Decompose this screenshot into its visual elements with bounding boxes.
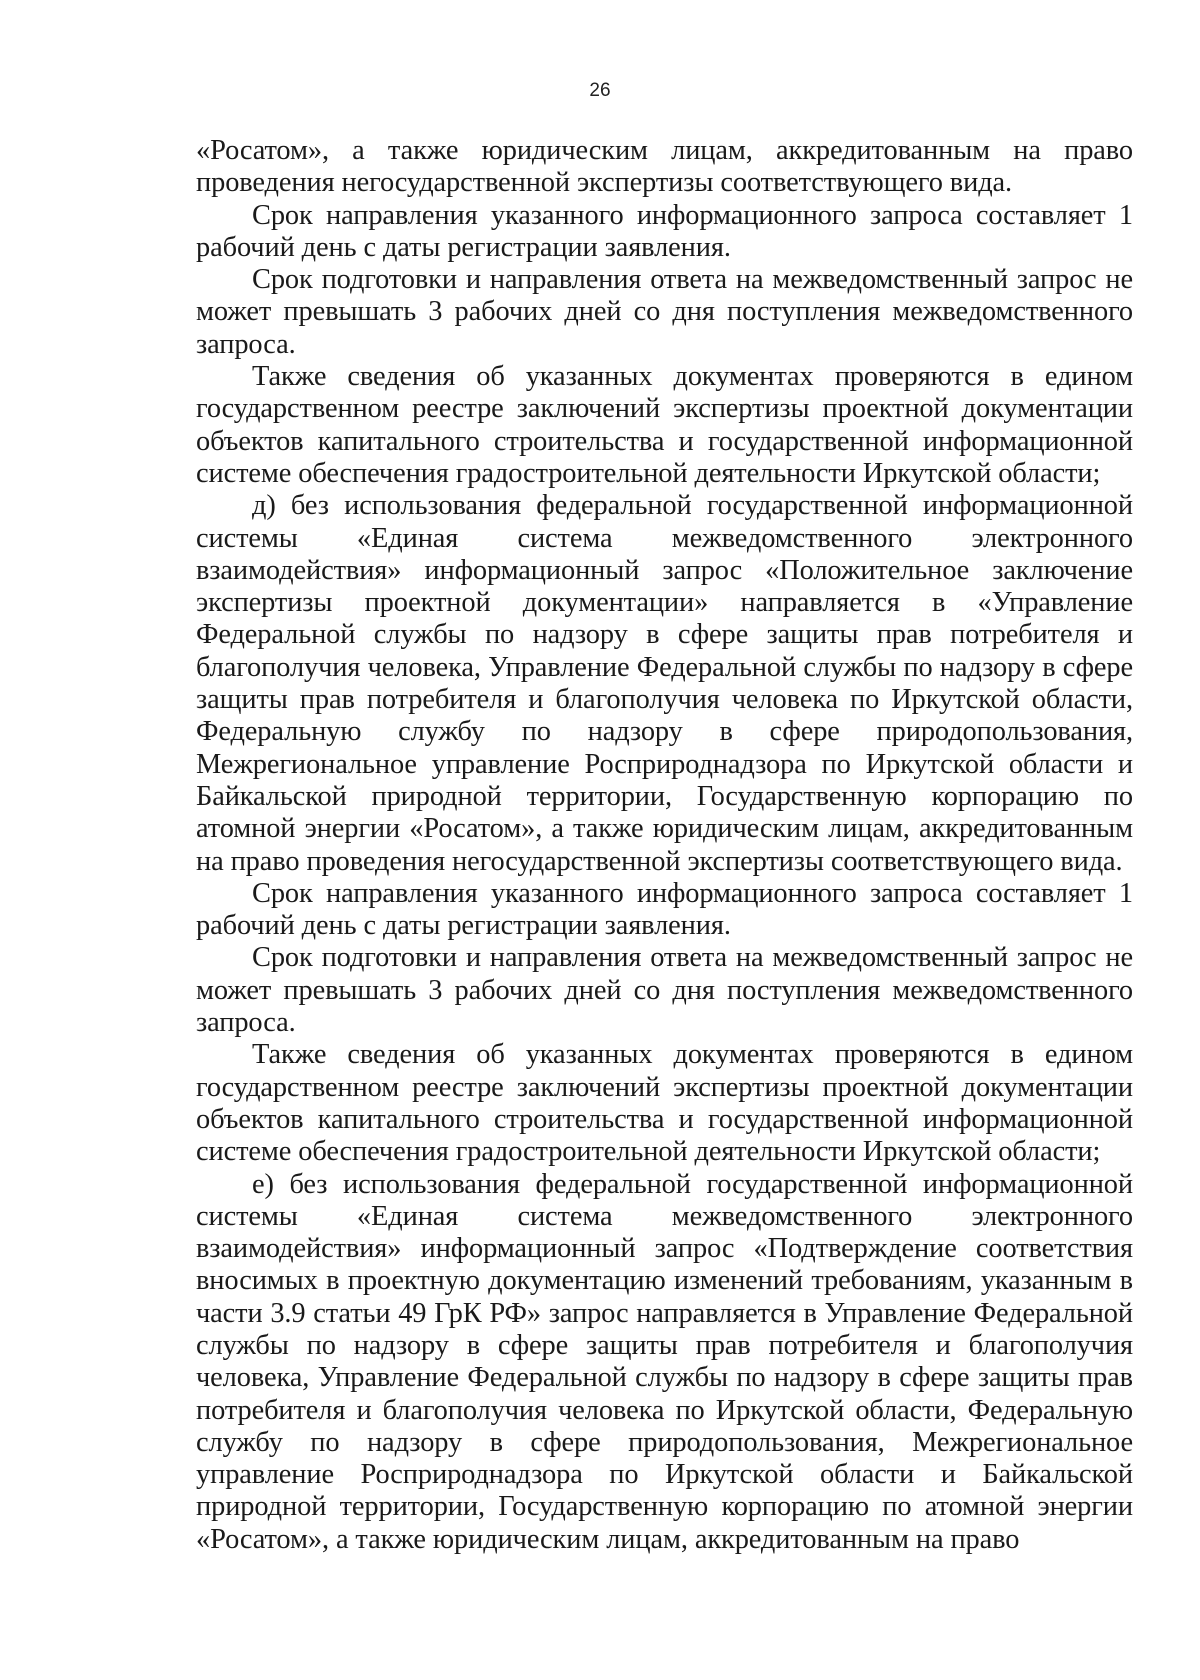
paragraph: Срок направления указанного информационного запроса составляет 1 рабочий день с даты регистрации заявления.	[196, 199, 1133, 263]
document-body	[196, 135, 1133, 1556]
paragraph: Срок подготовки и направления ответа на межведомственный запрос не может превышать 3 рабочих дней со дня поступления межведомственного запроса.	[196, 264, 1133, 360]
paragraph-continuation: «Росатом», а также юридическим лицам, аккредитованным на право проведения негосударственной экспертизы соответствующего вида.	[196, 135, 1133, 199]
paragraph: Срок направления указанного информационного запроса составляет 1 рабочий день с даты регистрации заявления.	[196, 877, 1133, 942]
paragraph-item-d: д) без использования федеральной государственной информационной системы «Единая система межведомственного электронного взаимодействия» информационный запрос «Положительное заключение экспертизы проектной документации» направляется в «Управление Федеральной службы по надзору в сфере защиты прав потребителя и благополучия человека, Управление Федеральной службы по надзору в сфере защиты прав потребителя и благополучия человека по Иркутской области, Федеральную службу по надзору в сфере природопользования, Межрегиональное управление Росприроднадзора по Иркутской области и Байкальской природной территории, Государственную корпорацию по атомной энергии «Росатом», а также юридическим лицам, аккредитованным на право проведения негосударственной экспертизы соответствующего вида.	[196, 490, 1133, 877]
paragraph: Также сведения об указанных документах проверяются в едином государственном реестре заключений экспертизы проектной документации объектов капитального строительства и государственной информационной системе обеспечения градостроительной деятельности Иркутской области;	[196, 1039, 1133, 1168]
paragraph: Срок подготовки и направления ответа на межведомственный запрос не может превышать 3 рабочих дней со дня поступления межведомственного запроса.	[196, 942, 1133, 1039]
paragraph: Также сведения об указанных документах проверяются в едином государственном реестре заключений экспертизы проектной документации объектов капитального строительства и государственной информационной системе обеспечения градостроительной деятельности Иркутской области;	[196, 361, 1133, 489]
paragraph-item-e: е) без использования федеральной государственной информационной системы «Единая система межведомственного электронного взаимодействия» информационный запрос «Подтверждение соответствия вносимых в проектную документацию изменений требованиям, указанным в части 3.9 статьи 49 ГрК РФ» запрос направляется в Управление Федеральной службы по надзору в сфере защиты прав потребителя и благополучия человека, Управление Федеральной службы по надзору в сфере защиты прав потребителя и благополучия человека по Иркутской области, Федеральную службу по надзору в сфере природопользования, Межрегиональное управление Росприроднадзора по Иркутской области и Байкальской природной территории, Государственную корпорацию по атомной энергии «Росатом», а также юридическим лицам, аккредитованным на право	[196, 1168, 1133, 1555]
page-number: 26	[589, 80, 611, 101]
